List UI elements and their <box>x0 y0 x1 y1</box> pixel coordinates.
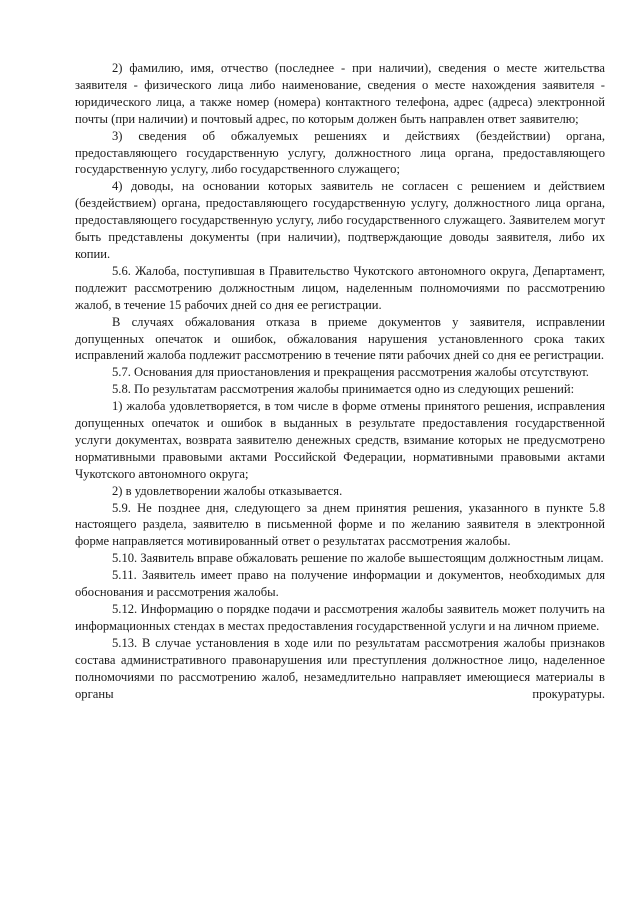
paragraph-5-9: 5.9. Не позднее дня, следующего за днем принятия решения, указанного в пункте 5.8 настоящего раздела, заявителю в письменной форме и по желанию заявителя в электронной форме направляется мотивированный ответ о результатах рассмотрения жалобы. <box>75 500 605 549</box>
paragraph-5-6: 5.6. Жалоба, поступившая в Правительство Чукотского автономного округа, Департамент, подлежит рассмотрению должностным лицом, наделенным полномочиями по рассмотрению жалоб, в течение 15 рабочих дней со дня ее регистрации. <box>75 263 605 312</box>
paragraph-5-7: 5.7. Основания для приостановления и прекращения рассмотрения жалобы отсутствуют. <box>112 365 589 380</box>
paragraph-decision-refused: 2) в удовлетворении жалобы отказывается. <box>112 483 343 498</box>
paragraph-decision-satisfied: 1) жалоба удовлетворяется, в том числе в форме отмены принятого решения, исправления допущенных опечаток и ошибок в выданных в результате предоставления государственной услуги документах, возврата заявителю денежных средств, взимание которых не предусмотрено нормативными правовыми актами Российской Федерации, нормативными правовыми актами Чукотского автономного округа; <box>75 399 605 481</box>
document-page <box>75 60 605 702</box>
paragraph-5-13: 5.13. В случае установления в ходе или по результатам рассмотрения жалобы признаков состава административного правонарушения или преступления должностное лицо, наделенное полномочиями по рассмотрению жалоб, незамедлительно направляет имеющиеся материалы в органы прокуратуры. <box>75 635 605 701</box>
paragraph-5-10: 5.10. Заявитель вправе обжаловать решение по жалобе вышестоящим должностным лицам. <box>112 551 604 566</box>
paragraph-5-12: 5.12. Информацию о порядке подачи и рассмотрения жалобы заявитель может получить на информационных стендах в местах предоставления государственной услуги и на личном приеме. <box>75 602 605 633</box>
paragraph-complaint-contact-details: 2) фамилию, имя, отчество (последнее - при наличии), сведения о месте жительства заявителя - физического лица либо наименование, сведения о месте нахождения заявителя - юридического лица, а также номер (номера) контактного телефона, адрес (адреса) электронной почты (при наличии) и почтовый адрес, по которым должен быть направлен ответ заявителю; <box>75 61 605 126</box>
paragraph-refusal-appeal: В случаях обжалования отказа в приеме документов у заявителя, исправлении допущенных опечаток и ошибок, обжалования нарушения установленного срока таких исправлений жалоба подлежит рассмотрению в течение пяти рабочих дней со дня ее регистрации. <box>75 314 605 363</box>
paragraph-5-11: 5.11. Заявитель имеет право на получение информации и документов, необходимых для обоснования и рассмотрения жалобы. <box>75 568 605 600</box>
paragraph-complaint-arguments: 4) доводы, на основании которых заявитель не согласен с решением и действием (бездействием) органа, предоставляющего государственную услугу, должностного лица органа, предоставляющего государственную услугу, либо государственного служащего. Заявителем могут быть представлены документы (при наличии), подтверждающие доводы заявителя, либо их копии. <box>75 179 605 261</box>
paragraph-complaint-contested-decisions: 3) сведения об обжалуемых решениях и действиях (бездействии) органа, предоставляющего государственную услугу, должностного лица органа, предоставляющего государственную услугу, либо государственного служащего; <box>75 128 605 177</box>
paragraph-5-8: 5.8. По результатам рассмотрения жалобы принимается одно из следующих решений: <box>112 382 575 397</box>
